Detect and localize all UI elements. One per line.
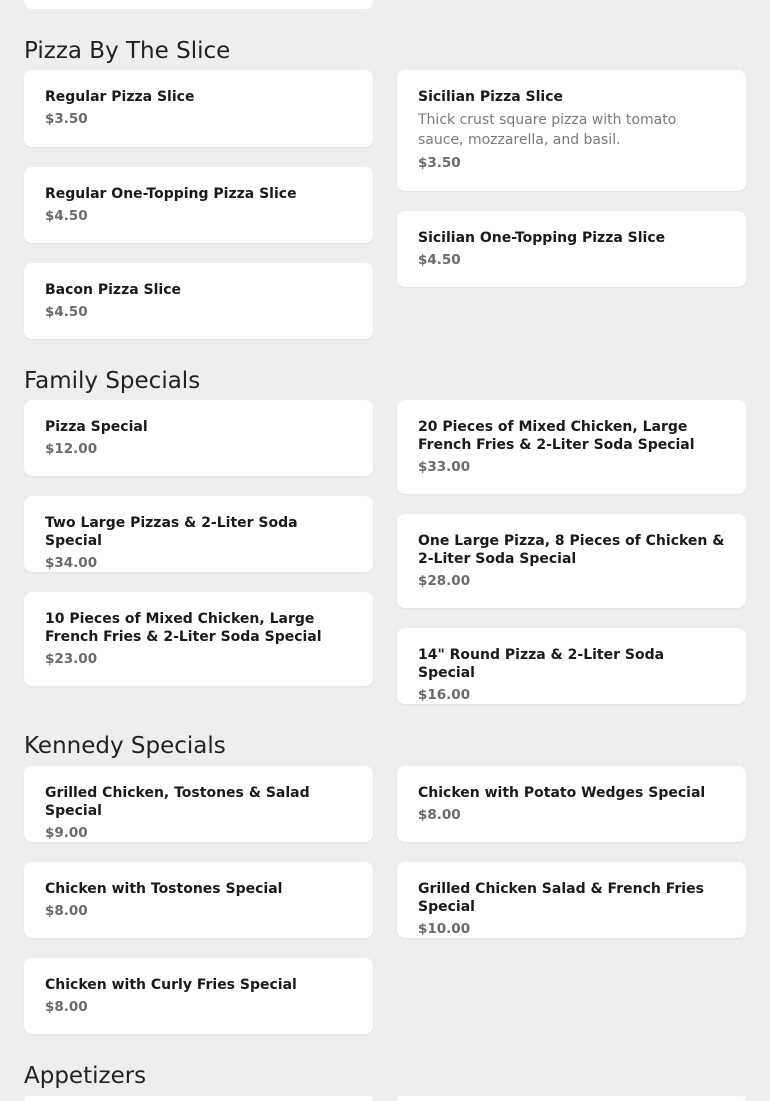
menu-item-card[interactable] bbox=[24, 766, 373, 842]
item-name: Pizza Special bbox=[45, 419, 148, 435]
menu-item-card[interactable] bbox=[397, 70, 746, 191]
item-name: Sicilian Pizza Slice bbox=[418, 89, 564, 105]
menu-item-card[interactable] bbox=[397, 514, 746, 608]
menu-item-card[interactable] bbox=[397, 400, 746, 494]
item-name: 10 Pieces of Mixed Chicken, Large French Fries & 2-Liter Soda Special bbox=[45, 611, 322, 645]
item-price: $34.00 bbox=[45, 555, 98, 571]
menu-item-card[interactable] bbox=[24, 400, 373, 476]
item-price: $4.50 bbox=[45, 304, 88, 320]
menu-item-card[interactable] bbox=[24, 263, 373, 339]
item-name: One Large Pizza, 8 Pieces of Chicken & 2-Liter Soda Special bbox=[418, 533, 725, 567]
item-price: $8.00 bbox=[45, 999, 88, 1015]
menu-item-card[interactable] bbox=[24, 167, 373, 243]
item-name: Chicken with Potato Wedges Special bbox=[418, 785, 706, 801]
section-title-appetizers: Appetizers bbox=[24, 1063, 147, 1089]
item-name: Chicken with Curly Fries Special bbox=[45, 977, 297, 993]
item-name: Sicilian One-Topping Pizza Slice bbox=[418, 230, 666, 246]
item-name: Regular Pizza Slice bbox=[45, 89, 195, 105]
menu-item-card[interactable] bbox=[24, 862, 373, 938]
item-price: $28.00 bbox=[418, 573, 471, 589]
item-price: $16.00 bbox=[418, 687, 471, 703]
item-price: $3.50 bbox=[45, 111, 88, 127]
menu-item-card[interactable] bbox=[24, 592, 373, 686]
item-price: $8.00 bbox=[45, 903, 88, 919]
item-name: Chicken with Tostones Special bbox=[45, 881, 283, 897]
section-title-family-specials: Family Specials bbox=[24, 368, 201, 394]
item-price: $10.00 bbox=[418, 921, 471, 937]
menu-item-card-partial[interactable] bbox=[397, 1096, 746, 1101]
item-name: 20 Pieces of Mixed Chicken, Large French Fries & 2-Liter Soda Special bbox=[418, 419, 695, 453]
item-price: $9.00 bbox=[45, 825, 88, 841]
menu-item-card[interactable] bbox=[397, 766, 746, 842]
item-price: $3.50 bbox=[418, 155, 461, 171]
item-name: Two Large Pizzas & 2-Liter Soda Special bbox=[45, 515, 298, 549]
section-title-pizza-by-the-slice: Pizza By The Slice bbox=[24, 38, 231, 64]
section-title-kennedy-specials: Kennedy Specials bbox=[24, 733, 226, 759]
item-price: $23.00 bbox=[45, 651, 98, 667]
item-name: 14" Round Pizza & 2-Liter Soda Special bbox=[418, 647, 665, 681]
item-price: $12.00 bbox=[45, 441, 98, 457]
menu-item-card[interactable] bbox=[24, 496, 373, 572]
item-price: $8.00 bbox=[418, 807, 461, 823]
item-name: Regular One-Topping Pizza Slice bbox=[45, 186, 297, 202]
menu-item-card[interactable] bbox=[24, 70, 373, 147]
item-description: Thick crust square pizza with tomato sauce, mozzarella, and basil. bbox=[418, 112, 677, 148]
menu-item-card[interactable] bbox=[397, 862, 746, 938]
menu-item-card-partial[interactable] bbox=[24, 0, 373, 9]
item-price: $4.50 bbox=[418, 252, 461, 268]
item-name: Grilled Chicken Salad & French Fries Special bbox=[418, 881, 704, 915]
menu-item-card[interactable] bbox=[397, 211, 746, 287]
menu-item-card-partial[interactable] bbox=[24, 1096, 373, 1101]
item-name: Grilled Chicken, Tostones & Salad Special bbox=[45, 785, 310, 819]
menu-item-card[interactable] bbox=[397, 628, 746, 704]
item-name: Bacon Pizza Slice bbox=[45, 282, 182, 298]
item-price: $33.00 bbox=[418, 459, 471, 475]
menu-item-card[interactable] bbox=[24, 958, 373, 1034]
item-price: $4.50 bbox=[45, 208, 88, 224]
